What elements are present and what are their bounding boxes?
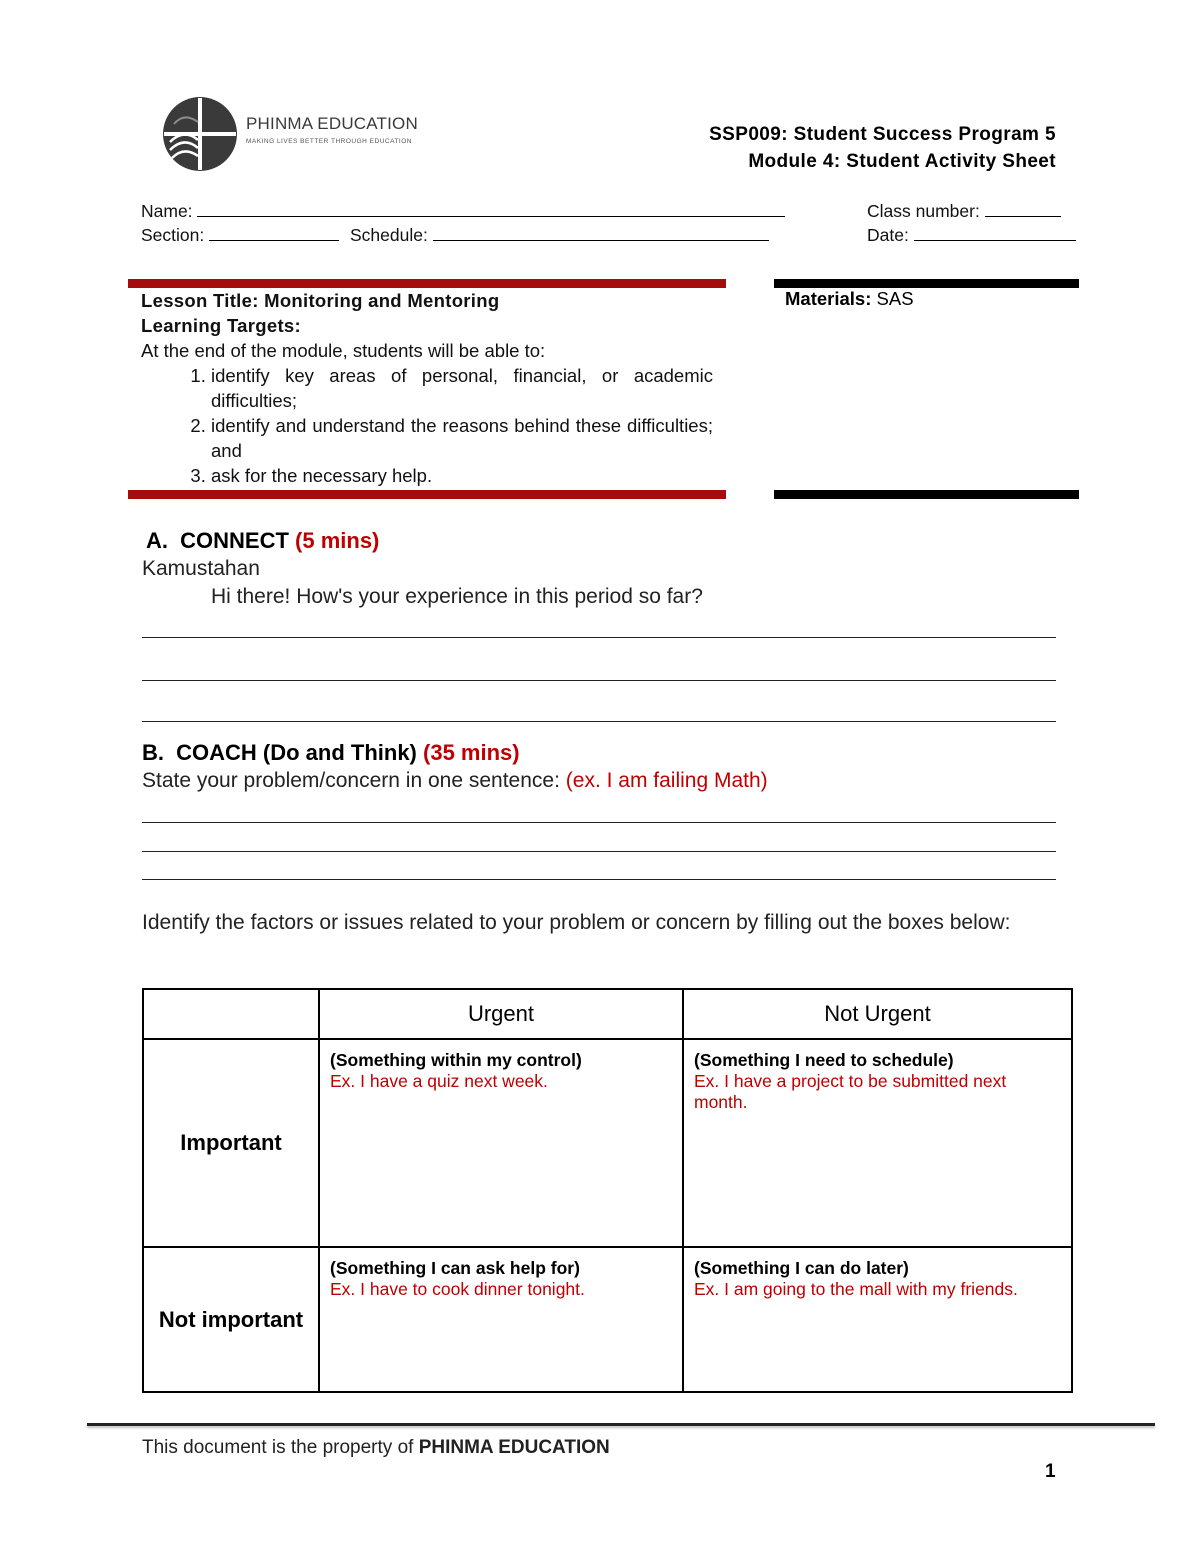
page-number: 1 xyxy=(1045,1461,1056,1482)
answer-line[interactable] xyxy=(142,879,1056,880)
answer-line[interactable] xyxy=(142,680,1056,681)
col-header-urgent: Urgent xyxy=(319,989,683,1039)
connect-subheading: Kamustahan xyxy=(142,557,260,580)
learning-targets-list xyxy=(141,363,713,488)
logo-tagline: MAKING LIVES BETTER THROUGH EDUCATION xyxy=(246,138,412,145)
name-blank[interactable] xyxy=(197,202,785,217)
lesson-title xyxy=(141,288,713,313)
materials-label: Materials: xyxy=(785,288,872,309)
cell-title: (Something I can do later) xyxy=(694,1258,909,1278)
footer-owner: PHINMA EDUCATION xyxy=(418,1437,610,1458)
book-globe-icon xyxy=(160,94,240,174)
connect-prompt: Hi there! How's your experience in this period so far? xyxy=(211,585,703,608)
module-title: Module 4: Student Activity Sheet xyxy=(748,151,1056,172)
answer-line[interactable] xyxy=(142,851,1056,852)
cell-title: (Something I need to schedule) xyxy=(694,1050,954,1070)
section-label: Section: xyxy=(141,225,205,245)
date-label: Date: xyxy=(867,225,909,245)
coach-prompt-row xyxy=(142,769,768,793)
learning-target-item: 1. identify key areas of personal, financial, or academic difficulties; xyxy=(211,363,713,413)
coach-time: (35 mins) xyxy=(423,740,520,765)
lesson-top-bar xyxy=(128,279,726,288)
connect-letter: A. xyxy=(146,528,168,553)
matrix-cell-important-urgent[interactable] xyxy=(319,1039,683,1247)
lesson-title-text: Monitoring and Mentoring xyxy=(264,290,500,311)
section-blank[interactable] xyxy=(209,226,339,241)
cell-example: Ex. I have to cook dinner tonight. xyxy=(330,1279,585,1299)
answer-line[interactable] xyxy=(142,822,1056,823)
connect-time: (5 mins) xyxy=(295,528,380,553)
priority-matrix xyxy=(142,988,1073,1393)
class-number-label: Class number: xyxy=(867,201,980,221)
matrix-row xyxy=(143,1039,1072,1247)
footer-text xyxy=(142,1437,610,1459)
cell-title: (Something I can ask help for) xyxy=(330,1258,580,1278)
col-header-not-urgent: Not Urgent xyxy=(683,989,1072,1039)
phinma-logo xyxy=(160,94,420,174)
matrix-cell-important-not-urgent[interactable] xyxy=(683,1039,1072,1247)
coach-instruction: Identify the factors or issues related to your problem or concern by filling out the boxes below: xyxy=(142,911,1011,934)
class-number-blank[interactable] xyxy=(985,202,1061,217)
matrix-cell-not-important-urgent[interactable] xyxy=(319,1247,683,1392)
row-header-important: Important xyxy=(143,1039,319,1247)
class-number-row xyxy=(867,201,1061,222)
learning-target-item: 3. ask for the necessary help. xyxy=(211,463,713,488)
learning-targets-intro: At the end of the module, students will be able to: xyxy=(141,340,546,361)
schedule-blank[interactable] xyxy=(433,226,769,241)
answer-line[interactable] xyxy=(142,637,1056,638)
date-row xyxy=(867,225,1076,246)
lesson-bottom-bar xyxy=(128,490,726,499)
learning-target-item: 2. identify and understand the reasons behind these difficulties; and xyxy=(211,413,713,463)
row-header-not-important: Not important xyxy=(143,1247,319,1392)
coach-title: COACH (Do and Think) xyxy=(176,740,417,765)
coach-prompt: State your problem/concern in one sentence: xyxy=(142,769,560,792)
coach-example: (ex. I am failing Math) xyxy=(565,769,768,792)
matrix-corner-cell xyxy=(143,989,319,1039)
section-row xyxy=(141,225,769,246)
connect-heading xyxy=(146,528,379,554)
schedule-label: Schedule: xyxy=(349,225,428,245)
name-label: Name: xyxy=(141,201,193,221)
learning-targets-label: Learning Targets: xyxy=(141,315,301,336)
materials-value: SAS xyxy=(876,288,914,309)
cell-example: Ex. I have a project to be submitted next month. xyxy=(694,1071,1007,1112)
materials-bottom-bar xyxy=(774,490,1079,499)
name-row xyxy=(141,201,785,222)
answer-line[interactable] xyxy=(142,721,1056,722)
matrix-row xyxy=(143,1247,1072,1392)
cell-example: Ex. I have a quiz next week. xyxy=(330,1071,548,1091)
materials xyxy=(785,288,914,310)
lesson-box xyxy=(141,288,713,488)
matrix-header-row xyxy=(143,989,1072,1039)
footer-property-text: This document is the property of xyxy=(142,1437,414,1458)
connect-title: CONNECT xyxy=(180,528,289,553)
cell-example: Ex. I am going to the mall with my friends. xyxy=(694,1279,1018,1299)
cell-title: (Something within my control) xyxy=(330,1050,582,1070)
lesson-title-label: Lesson Title: xyxy=(141,290,259,311)
course-title: SSP009: Student Success Program 5 xyxy=(709,124,1056,145)
coach-letter: B. xyxy=(142,740,164,765)
footer-divider xyxy=(87,1423,1155,1426)
coach-heading xyxy=(142,740,520,766)
logo-name: PHINMA EDUCATION xyxy=(246,114,418,133)
materials-top-bar xyxy=(774,279,1079,288)
date-blank[interactable] xyxy=(914,226,1076,241)
matrix-cell-not-important-not-urgent[interactable] xyxy=(683,1247,1072,1392)
